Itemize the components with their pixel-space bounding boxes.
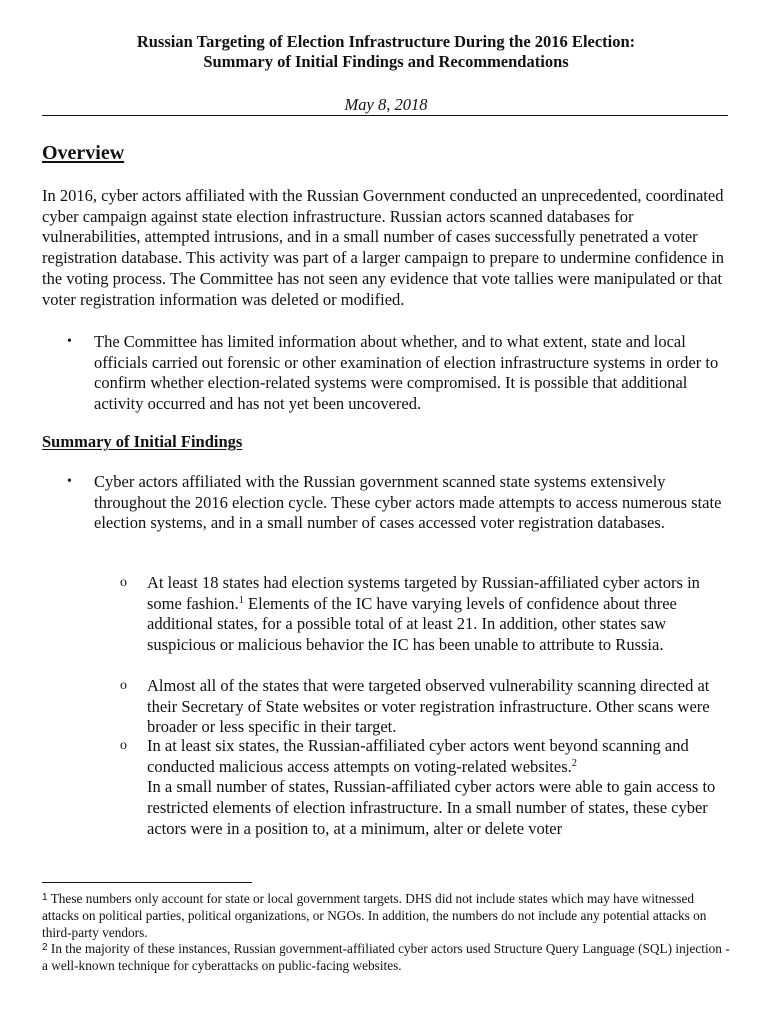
bullet-icon: • [67, 334, 72, 349]
header-divider [42, 115, 728, 116]
document-title-line-2: Summary of Initial Findings and Recommendations [203, 52, 569, 71]
bullet-icon: • [67, 474, 72, 489]
document-date: May 8, 2018 [344, 95, 428, 114]
footnote-number: 2 [42, 942, 48, 953]
footnote-reference[interactable]: 2 [571, 757, 577, 769]
overview-heading: Overview [42, 142, 125, 164]
overview-paragraph: In 2016, cyber actors affiliated with the Russian Government conducted an unprecedented, coordinated cyber campaign against state election infrastructure. Russian actors scanned databases for vulnerabilities, attempted intrusions, and in a small number of cases successfully penetrated a voter registration database. This activity was part of a larger campaign to prepare to undermine confidence in the voting process. The Committee has not seen any evidence that vote tallies were manipulated or that voter registration information was deleted or modified. [42, 186, 725, 309]
finding-item-continuation: In a small number of states, Russian-affiliated cyber actors were able to gain access to restricted elements of election infrastructure. In a small number of states, these cyber actors were in a position to, at a minimum, alter or delete voter [147, 777, 716, 838]
overview-bullet-text: The Committee has limited information about whether, and to what extent, state and local officials carried out forensic or other examination of election infrastructure systems in order to confirm whether election-related systems were compromised. It is possible that additional activity occurred and has not yet been uncovered. [94, 332, 719, 414]
findings-bullet-text: Cyber actors affiliated with the Russian government scanned state systems extensively throughout the 2016 election cycle. These cyber actors made attempts to access numerous state election systems, and in a small number of cases accessed voter registration databases. [94, 472, 722, 533]
footnote-number: 1 [42, 892, 48, 903]
footnote-text: These numbers only account for state or local government targets. DHS did not include states which may have witnessed attacks on political parties, political organizations, or NGOs. In addition, the numbers do not include any potential attacks on third-party vendors. [42, 891, 707, 940]
finding-item-text: At least 18 states had election systems targeted by Russian-affiliated cyber actors in some fashion. [147, 573, 700, 613]
finding-item-malicious-access [147, 736, 731, 840]
finding-item-states-targeted [147, 573, 731, 656]
sub-bullet-icon: o [120, 678, 127, 693]
document-title-line-1: Russian Targeting of Election Infrastructure During the 2016 Election: [136, 32, 636, 51]
footnote-2 [42, 940, 732, 974]
finding-item-vulnerability-scanning: Almost all of the states that were targeted observed vulnerability scanning directed at their Secretary of State websites or voter registration infrastructure. Other scans were broader or less specific in their target. [147, 676, 710, 737]
finding-item-text: In at least six states, the Russian-affiliated cyber actors went beyond scanning and conducted malicious access attempts on voting-related websites. [147, 736, 689, 776]
footnote-divider [42, 882, 252, 883]
footnote-text: In the majority of these instances, Russian government-affiliated cyber actors used Structure Query Language (SQL) injection - a well-known technique for cyberattacks on public-facing websites. [42, 941, 730, 973]
footnote-reference[interactable]: 1 [238, 594, 244, 606]
sub-bullet-icon: o [120, 738, 127, 753]
sub-bullet-icon: o [120, 575, 127, 590]
footnote-1 [42, 890, 732, 941]
findings-heading: Summary of Initial Findings [42, 432, 243, 451]
finding-item-text: Elements of the IC have varying levels of confidence about three additional states, for a possible total of at least 21. In addition, other states saw suspicious or malicious behavior the IC has been unable to attribute to Russia. [147, 593, 677, 655]
